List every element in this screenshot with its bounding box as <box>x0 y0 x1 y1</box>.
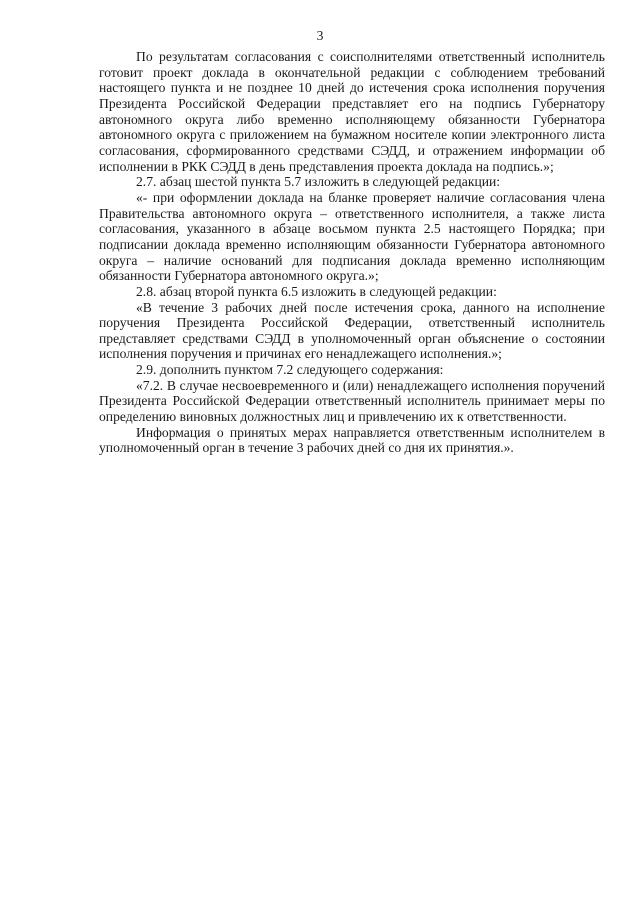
paragraph-approval-procedure: По результатам согласования с соисполнителями ответственный исполнитель готовит проект доклада в окончательной редакции с соблюдением требований настоящего пункта и не позднее 10 дней до истечения срока исполнения поручения Президента Российской Федерации представляет его на подпись Губернатору автономного округа либо временно исполняющему обязанности Губернатора автономного округа с приложением на бумажном носителе копии электронного листа согласования, сформированного средствами СЭДД, и отражением информации об исполнении в РКК СЭДД в день представления проекта доклада на подпись.»; <box>99 49 605 174</box>
paragraph-measures-info: Информация о принятых мерах направляется ответственным исполнителем в уполномоченный орган в течение 3 рабочих дней со дня их принятия.». <box>99 424 605 456</box>
paragraph-amendment-2-9: 2.9. дополнить пунктом 7.2 следующего содержания: <box>136 362 444 378</box>
paragraph-blank-check: «- при оформлении доклада на бланке проверяет наличие согласования члена Правительства автономного округа – ответственного исполнителя, а также листа согласования, указанного в абзаце восьмом пункта 2.5 настоящего Порядка; при подписании доклада временно исполняющим обязанности Губернатора автономного округа – наличие оснований для подписания доклада временно исполняющим обязанности Губернатора автономного округа.»; <box>99 189 605 284</box>
document-body <box>99 49 605 456</box>
paragraph-clause-7-2: «7.2. В случае несвоевременного и (или) ненадлежащего исполнения поручений Президента Российской Федерации ответственный исполнитель принимает меры по определению виновных должностных лиц и привлечению их к ответственности. <box>99 377 605 425</box>
paragraph-explanation-deadline: «В течение 3 рабочих дней после истечения срока, данного на исполнение поручения Президента Российской Федерации, ответственный исполнитель представляет средствами СЭДД в уполномоченный орган объяснение о состоянии исполнения поручения и причинах его ненадлежащего исполнения.»; <box>99 299 605 362</box>
paragraph-amendment-2-7: 2.7. абзац шестой пункта 5.7 изложить в следующей редакции: <box>136 174 501 190</box>
paragraph-amendment-2-8: 2.8. абзац второй пункта 6.5 изложить в следующей редакции: <box>136 283 497 299</box>
page-number: 3 <box>316 28 324 43</box>
